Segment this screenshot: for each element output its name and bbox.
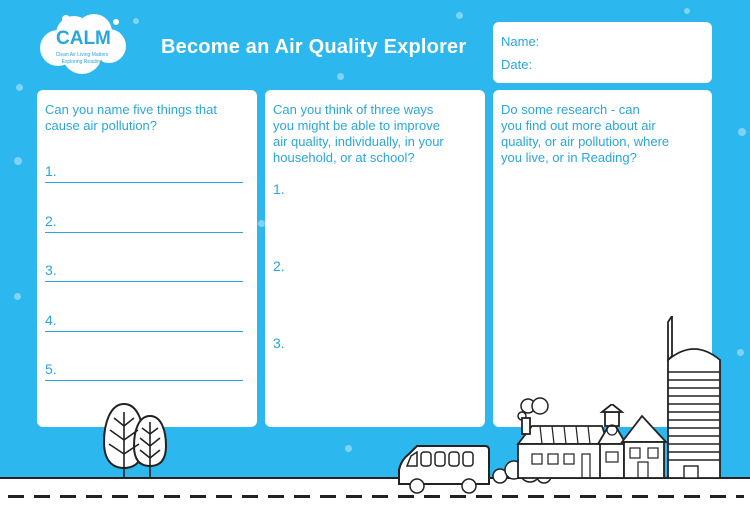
answer-line[interactable]: [45, 281, 243, 282]
date-label: Date:: [501, 57, 533, 72]
answer-line[interactable]: [45, 232, 243, 233]
background-dot: [684, 8, 690, 14]
question-line: cause air pollution?: [45, 118, 158, 133]
question-line: air quality, individually, in your: [273, 134, 444, 149]
question-line: you live, or in Reading?: [501, 150, 637, 165]
background-dot: [337, 73, 344, 80]
trees-illustration: [100, 402, 172, 480]
question-card-2: [265, 90, 485, 427]
logo-wordmark: CALM: [56, 28, 111, 49]
question-line: you might be able to improve: [273, 118, 440, 133]
background-dot: [738, 128, 746, 136]
question-text: [45, 102, 217, 134]
answer-line[interactable]: [45, 331, 243, 332]
answer-number: 3.: [45, 262, 57, 278]
bus-illustration: [395, 440, 495, 496]
background-dot: [345, 445, 352, 452]
question-card-1: [37, 90, 257, 427]
logo-tagline: Exploring Reading: [61, 59, 103, 65]
background-dot: [14, 157, 22, 165]
logo-tagline: Clean Air Living Matters: [55, 52, 109, 58]
background-dot: [737, 349, 744, 356]
answer-number: 1.: [45, 163, 57, 179]
question-text: [501, 102, 669, 166]
question-line: quality, or air pollution, where: [501, 134, 670, 149]
answer-number: 2.: [273, 258, 285, 274]
question-line: you find out more about air: [501, 118, 656, 133]
background-dot: [456, 12, 463, 19]
answer-number: 4.: [45, 312, 57, 328]
background-dot: [258, 220, 265, 227]
background-dot: [133, 18, 139, 24]
answer-number: 2.: [45, 213, 57, 229]
background-dot: [16, 84, 23, 91]
page-title: Become an Air Quality Explorer: [161, 36, 467, 58]
answer-line[interactable]: [45, 182, 243, 183]
road-marking: [8, 495, 744, 498]
question-line: Can you name five things that: [45, 102, 217, 117]
answer-line[interactable]: [45, 380, 243, 381]
answer-number: 1.: [273, 181, 285, 197]
answer-number: 3.: [273, 335, 285, 351]
tower-illustration: [664, 316, 724, 480]
name-label: Name:: [501, 34, 540, 49]
background-dot: [14, 293, 21, 300]
road: [0, 477, 750, 530]
houses-illustration: [512, 404, 672, 480]
question-text: [273, 102, 444, 166]
answer-number: 5.: [45, 361, 57, 377]
question-line: Do some research - can: [501, 102, 640, 117]
details-box: [493, 22, 712, 83]
question-line: household, or at school?: [273, 150, 415, 165]
question-line: Can you think of three ways: [273, 102, 434, 117]
